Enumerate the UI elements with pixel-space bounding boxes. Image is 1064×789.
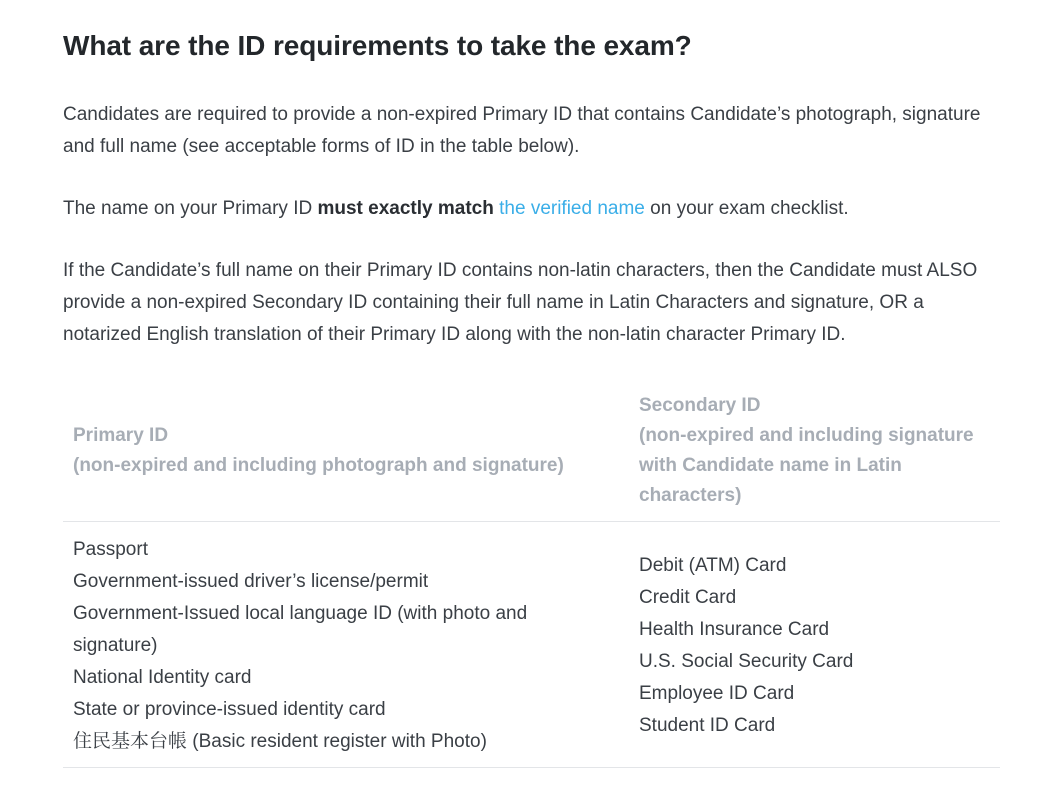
list-item: Passport: [73, 539, 148, 560]
verified-name-link[interactable]: the verified name: [499, 198, 645, 219]
primary-id-header-title: Primary ID: [73, 425, 169, 446]
secondary-id-header-subtitle-line: (non-expired and including signature: [639, 425, 974, 446]
list-item: Credit Card: [639, 587, 737, 608]
name-match-text-after: on your exam checklist.: [644, 198, 849, 219]
table-header-row: [63, 390, 1000, 522]
list-item: 住民基本台帳 (Basic resident register with Photo): [73, 731, 487, 752]
id-requirements-table: [63, 390, 1000, 768]
primary-id-list: [73, 534, 573, 758]
list-item: Government-Issued local language ID (with photo and signature): [73, 603, 528, 656]
list-item: Student ID Card: [639, 715, 776, 736]
secondary-id-header-subtitle-line: characters): [639, 485, 742, 506]
secondary-id-list: [639, 550, 989, 742]
list-item: U.S. Social Security Card: [639, 651, 854, 672]
non-latin-paragraph: If the Candidate’s full name on their Primary ID contains non-latin characters, then the Candidate must ALSO provide a non-expired Secondary ID containing their full name in Latin Characters and signature, OR a notarized English translation of their Primary ID along with the non-latin character Primary ID.: [63, 260, 978, 345]
secondary-id-header: [639, 391, 989, 511]
intro-paragraph: Candidates are required to provide a non-expired Primary ID that contains Candidate’s photograph, signature and full name (see acceptable forms of ID in the table below).: [63, 104, 981, 157]
list-item: Health Insurance Card: [639, 619, 830, 640]
list-item: Debit (ATM) Card: [639, 555, 787, 576]
primary-id-header: [73, 421, 613, 481]
primary-id-header-subtitle: (non-expired and including photograph and signature): [73, 455, 564, 476]
page-title: What are the ID requirements to take the exam?: [63, 30, 692, 61]
list-item: Government-issued driver’s license/permit: [73, 571, 429, 592]
name-match-emphasis: must exactly match: [317, 198, 494, 219]
list-item: State or province-issued identity card: [73, 699, 386, 720]
table-body-row: [63, 522, 1000, 768]
secondary-id-header-title: Secondary ID: [639, 395, 761, 416]
name-match-paragraph: [63, 193, 1000, 225]
name-match-text-before: The name on your Primary ID: [63, 198, 318, 219]
secondary-id-header-subtitle-line: with Candidate name in Latin: [639, 455, 902, 476]
list-item: National Identity card: [73, 667, 252, 688]
list-item: Employee ID Card: [639, 683, 795, 704]
